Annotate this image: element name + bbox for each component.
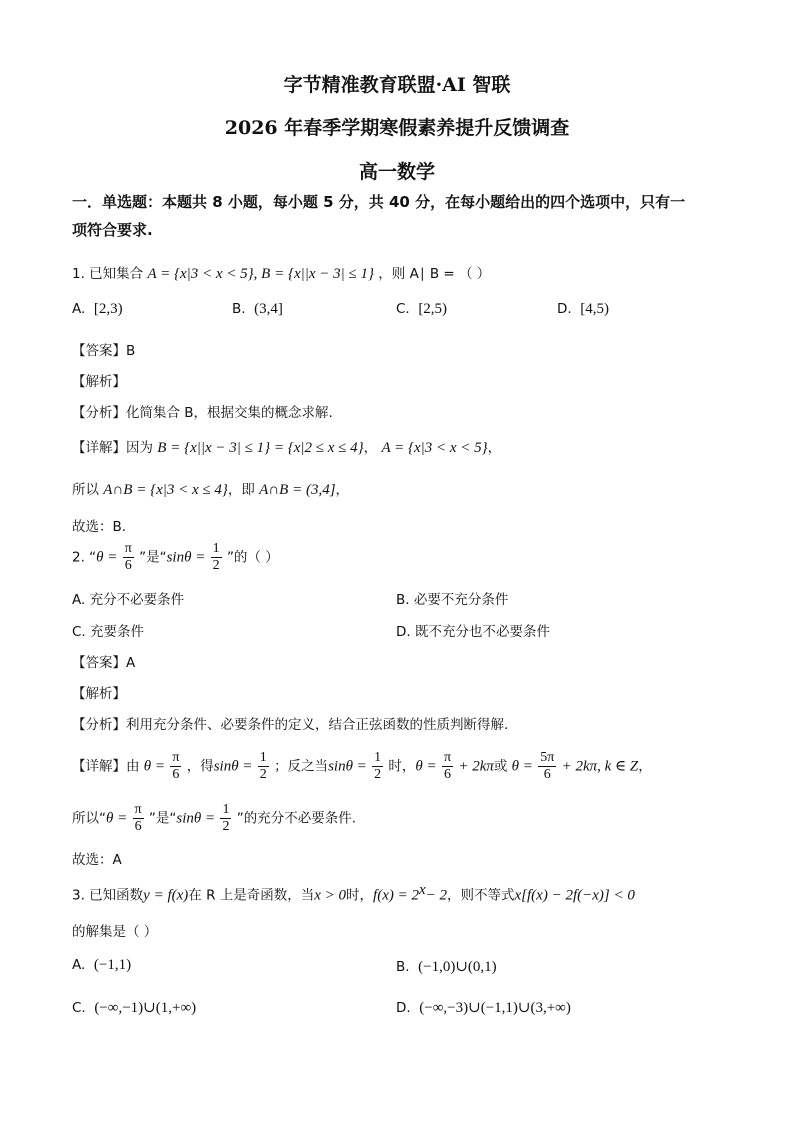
q3-option-c: C. (−∞,−1)∪(1,+∞)	[72, 1000, 197, 1016]
q3-option-d: D. (−∞,−3)∪(−1,1)∪(3,+∞)	[396, 1000, 571, 1016]
q1-tail: ，则 A∣ B = （ ）	[378, 266, 491, 282]
q2-detail: 【详解】由 θ = $\frac{\pi}{6}$ ，得sinθ = $\frac{1}{2}$ ；反之当sinθ = $\frac{1}{2}$ 时，θ = $\frac{\pi}{6}$ + 2kπ或 θ = $\frac{5\pi}{6}$ + 2kπ, k ∈ Z，	[72, 750, 652, 782]
q2-analysis-tag: 【解析】	[72, 686, 126, 702]
section-heading-line-2: 项符合要求.	[72, 221, 153, 239]
q1-choice: 故选：B.	[72, 519, 127, 535]
q1-conclusion: 所以 A∩B = {x|3 < x ≤ 4}，即 A∩B = (3,4]，	[72, 482, 350, 498]
q2-option-d: D. 既不充分也不必要条件	[396, 624, 550, 640]
q3-option-b: B. (−1,0)∪(0,1)	[396, 959, 497, 975]
section-heading-line-1: 一．单选题：本题共 8 小题，每小题 5 分，共 40 分，在每小题给出的四个选项中，只有一	[72, 193, 686, 211]
q2-answer: 【答案】A	[72, 655, 136, 671]
q1-detail: 【详解】因为 B = {x||x − 3| ≤ 1} = {x|2 ≤ x ≤ 4}， A = {x|3 < x < 5}，	[72, 440, 502, 456]
q2-conclusion: 所以“θ = $\frac{\pi}{6}$ ”是“sinθ = $\frac{1}{2}$ ”的充分不必要条件.	[72, 802, 357, 834]
q1-analysis-tag: 【解析】	[72, 374, 126, 390]
q1-answer: 【答案】B	[72, 343, 136, 359]
q1-lead: 1. 已知集合	[72, 266, 144, 282]
q1-option-c: C. [2,5)	[396, 301, 448, 317]
q1-option-d: D. [4,5)	[557, 301, 610, 317]
q2-choice: 故选：A	[72, 852, 122, 868]
q1-option-a: A. [2,3)	[72, 301, 123, 317]
section-heading	[72, 188, 722, 244]
header-line-2: 2026 年春季学期寒假素养提升反馈调查	[224, 117, 570, 139]
q2-option-c: C. 充要条件	[72, 624, 145, 640]
question-3-stem: 3. 已知函数y = f(x)在 R 上是奇函数，当x > 0时，$f(x) = 2^x- 2$，则不等式x[f(x) − 2f(−x)] < 0	[72, 882, 635, 904]
q2-option-a: A. 充分不必要条件	[72, 592, 185, 608]
q1-fenxi: 【分析】化简集合 B，根据交集的概念求解.	[72, 405, 333, 421]
q1-set-a: A = {x|3 < x < 5}	[147, 266, 254, 282]
q1-option-b: B. (3,4]	[232, 301, 283, 317]
header-line-3: 高一数学	[358, 161, 435, 183]
question-2-stem: 2. “θ = $\frac{\pi}{6}$ ”是“sinθ = $\frac{1}{2}$ ”的（ ）	[72, 541, 279, 573]
question-1-stem: 1. 已知集合 A = {x|3 < x < 5}, B = {x||x − 3| ≤ 1} ，则 A∣ B = （ ）	[72, 266, 491, 282]
q3-stem-line-2: 的解集是（ ）	[72, 924, 158, 940]
header-line-1: 字节精准教育联盟·AI 智联	[283, 74, 511, 96]
q1-set-b: B = {x||x − 3| ≤ 1}	[261, 266, 374, 282]
q3-option-a: A. (−1,1)	[72, 957, 132, 973]
q2-fenxi: 【分析】利用充分条件、必要条件的定义，结合正弦函数的性质判断得解.	[72, 717, 509, 733]
q2-option-b: B. 必要不充分条件	[396, 592, 509, 608]
